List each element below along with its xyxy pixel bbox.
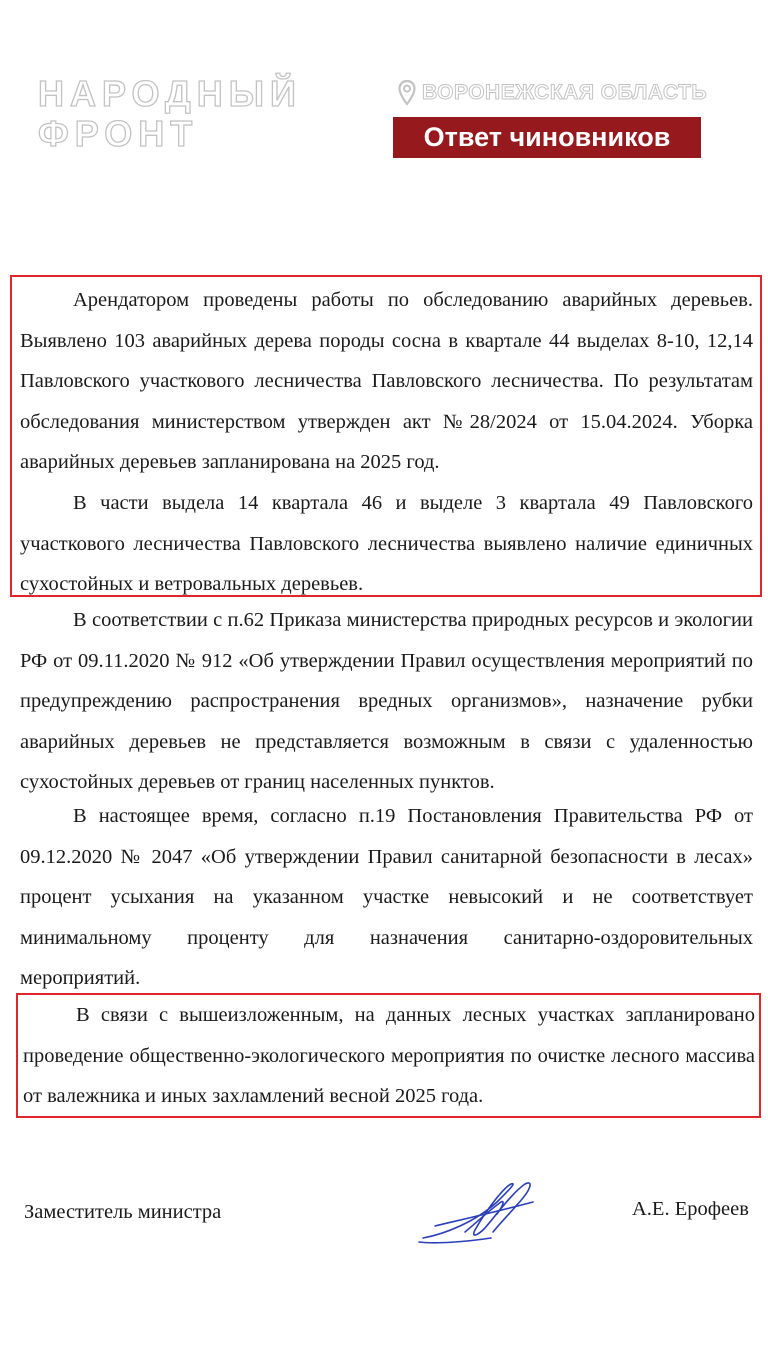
narodny-front-logo (38, 74, 302, 154)
location-pin-icon (398, 80, 416, 106)
paragraph-2: В части выдела 14 квартала 46 и выделе 3 квартала 49 Павловского участкового лесничества Павловского лесничества выявлено наличие единичных сухостойных и ветровальных деревьев. (20, 492, 753, 595)
logo-line-2: ФРОНТ (38, 113, 199, 154)
paragraph-5: В связи с вышеизложенным, на данных лесных участках запланировано проведение общественно-экологического мероприятия по очистке лесного массива от валежника и иных захламлений весной 2025 года. (23, 1004, 755, 1107)
signatory-name: А.Е. Ерофеев (632, 1198, 749, 1220)
region-label (398, 80, 707, 106)
handwritten-signature (405, 1172, 545, 1252)
officials-response-badge: Ответ чиновников (393, 117, 701, 158)
logo-line-1: НАРОДНЫЙ (38, 73, 302, 114)
paragraph-1: Арендатором проведены работы по обследованию аварийных деревьев. Выявлено 103 аварийных дерева породы сосна в квартале 44 выделах 8-10, 12,14 Павловского участкового лесничества Павловского лесничества. По результатам обследования министерством утвержден акт №28/2024 от 15.04.2024. Уборка аварийных деревьев запланирована на 2025 год. (20, 289, 753, 473)
signatory-position: Заместитель министра (24, 1201, 222, 1223)
region-text: ВОРОНЕЖСКАЯ ОБЛАСТЬ (422, 81, 708, 104)
paragraph-4: В настоящее время, согласно п.19 Постановления Правительства РФ от 09.12.2020 № 2047 «Об утверждении Правил санитарной безопасности в лесах» процент усыхания на указанном участке невысокий и не соответствует минимальному проценту для назначения санитарно-оздоровительных мероприятий. (20, 805, 753, 989)
paragraph-3: В соответствии с п.62 Приказа министерства природных ресурсов и экологии РФ от 09.11.2020 № 912 «Об утверждении Правил осуществления мероприятий по предупреждению распространения вредных организмов», назначение рубки аварийных деревьев не представляется возможным в связи с удаленностью сухостойных деревьев от границ населенных пунктов. (20, 609, 753, 793)
